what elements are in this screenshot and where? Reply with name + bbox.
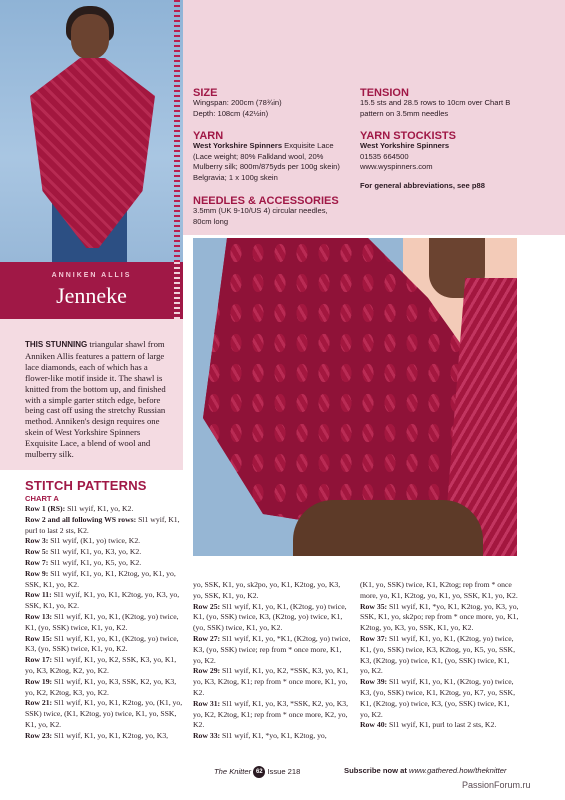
row-instruction: Row 40: Sl1 wyif, K1, purl to last 2 sts, K2. bbox=[360, 720, 497, 730]
row-instruction: Row 39: Sl1 wyif, K1, yo, K1, (K2tog, yo) twice, K3, (yo, SSK) twice, K1, K2tog, yo, K7, yo, SSK, K1, (K2tog, yo) twice, K3, (yo, SSK) twice, K1, yo, K2. bbox=[360, 677, 516, 719]
stockist-phone: 01535 664500 bbox=[360, 151, 409, 161]
row-instruction: Row 17: Sl1 wyif, K1, yo, K2, SSK, K3, yo, K1, yo, K3, K2tog, K2, yo, K2. bbox=[25, 655, 177, 675]
row-instruction: Row 13: Sl1 wyif, K1, yo, K1, (K2tog, yo) twice, K1, (yo, SSK) twice, K1, yo, K2. bbox=[25, 611, 179, 632]
chart-a-column-1 bbox=[25, 504, 187, 742]
subscribe-lead: Subscribe now at bbox=[344, 766, 407, 775]
shawl-closeup-photo bbox=[193, 238, 517, 556]
chart-a-heading: CHART A bbox=[25, 494, 59, 503]
needles-line: 80cm long bbox=[193, 216, 229, 226]
model-face bbox=[71, 14, 109, 60]
decorative-ticks bbox=[174, 0, 180, 262]
stockist-name: West Yorkshire Spinners bbox=[360, 141, 450, 151]
needles-section bbox=[193, 196, 358, 227]
size-line: Wingspan: 200cm (78¾in) bbox=[193, 98, 282, 108]
row-instruction: Row 29: Sl1 wyif, K1, yo, K2, *SSK, K3, yo, K1, yo, K3, K2tog, K1; rep from * once more, K1, yo, K2. bbox=[193, 666, 349, 697]
size-section bbox=[193, 88, 358, 119]
pattern-title: Jenneke bbox=[56, 283, 127, 308]
row-instruction: Row 15: Sl1 wyif, K1, yo, K1, (K2tog, yo) twice, K3, (yo, SSK) twice, K1, yo, K2. bbox=[25, 633, 179, 654]
yarn-heading: YARN bbox=[193, 130, 224, 142]
row-instruction: Row 33: Sl1 wyif, K1, *yo, K1, K2tog, yo, bbox=[193, 731, 327, 741]
yarn-section bbox=[193, 131, 358, 183]
yarn-name: Exquisite Lace bbox=[282, 141, 334, 151]
stitch-patterns-heading: STITCH PATTERNS bbox=[25, 478, 147, 493]
designer-name: ANNIKEN ALLIS bbox=[51, 272, 132, 279]
watermark: PassionForum.ru bbox=[462, 780, 531, 790]
size-line: Depth: 108cm (42½in) bbox=[193, 108, 269, 118]
row-instruction: Row 37: Sl1 wyif, K1, yo, K1, (K2tog, yo) twice, K1, (yo, SSK) twice, K3, K2tog, yo, K5, yo, SSK, K3, (K2tog, yo) twice, K1, (yo, SSK) twice, K1, yo, K2. bbox=[360, 633, 516, 676]
row-instruction: Row 21: Sl1 wyif, K1, yo, K1, K2tog, yo, (K1, yo, SSK) twice, (K1, K2tog, yo) twice, K1, yo, SSK, K1, yo, K2. bbox=[25, 698, 183, 729]
magazine-name: The Knitter bbox=[214, 767, 252, 776]
tension-section bbox=[360, 88, 560, 119]
yarn-line: Belgravia; 1 x 100g skein bbox=[193, 172, 278, 182]
intro-body: triangular shawl from Anniken Allis features a pattern of large lace diamonds, each of which has a flower-like motif inside it. The shawl is knitted from the bottom up, and finished with a simple garter stitch edge, before being cast off using the stretchy Russian method. Anniken's design requires one skein of West Yorkshire Spinners Exquisite Lace, a blend of wool and mulberry silk. bbox=[25, 339, 166, 460]
model-photo bbox=[0, 0, 183, 262]
tension-line: pattern on 3.5mm needles bbox=[360, 108, 449, 118]
row-instruction: Row 35: Sl1 wyif, K1, *yo, K1, K2tog, yo, K3, yo, SSK, K1, yo, sk2po; rep from * once more, yo, K1, K2tog, yo, K3, yo, SSK, K1, yo, K2. bbox=[360, 601, 519, 633]
page-footer-left bbox=[214, 766, 300, 778]
issue-number: Issue 218 bbox=[267, 767, 301, 776]
row-instruction: Row 5: Sl1 wyif, K1, yo, K3, yo, K2. bbox=[25, 547, 142, 557]
needles-line: 3.5mm (UK 9-10/US 4) circular needles, bbox=[193, 206, 328, 216]
stockists-section bbox=[360, 131, 560, 191]
yarn-line: (Lace weight; 80% Falkland wool, 20% bbox=[193, 151, 324, 161]
stockists-heading: YARN STOCKISTS bbox=[360, 130, 456, 142]
abbreviations-note: For general abbreviations, see p88 bbox=[360, 180, 485, 190]
tension-heading: TENSION bbox=[360, 87, 409, 99]
stockist-web[interactable]: www.wyspinners.com bbox=[360, 162, 433, 172]
row-instruction: Row 2 and all following WS rows: Sl1 wyif, K1, purl to last 2 sts, K2. bbox=[25, 514, 180, 535]
subscribe-link[interactable]: www.gathered.how/theknitter bbox=[406, 766, 507, 775]
intro-lead: THIS STUNNING bbox=[25, 340, 88, 349]
row-instruction: Row 7: Sl1 wyif, K1, yo, K5, yo, K2. bbox=[25, 557, 142, 567]
intro-text bbox=[0, 319, 183, 470]
row-instruction: (K1, yo, SSK) twice, K1, K2tog; rep from * once more, yo, K1, K2tog, yo, K1, yo, SSK, K1, yo, K2. bbox=[360, 580, 518, 600]
page-footer-right bbox=[344, 766, 507, 775]
shawl-image bbox=[30, 58, 155, 248]
tension-line: 15.5 sts and 28.5 rows to 10cm over Chart B bbox=[360, 98, 511, 108]
row-instruction: Row 19: Sl1 wyif, K1, yo, K3, SSK, K2, yo, K3, yo, K2, K2tog, K3, yo, K2. bbox=[25, 676, 177, 697]
chart-a-column-3 bbox=[360, 580, 520, 731]
row-instruction: Row 25: Sl1 wyif, K1, yo, K1, (K2tog, yo) twice, K1, (yo, SSK) twice, K3, (K2tog, yo) twice, K1, (yo, SSK) twice, K1, yo, K2. bbox=[193, 601, 347, 633]
row-instruction: Row 1 (RS): Sl1 wyif, K1, yo, K2. bbox=[25, 504, 134, 513]
arm bbox=[293, 500, 483, 556]
row-instruction: Row 3: Sl1 wyif, (K1, yo) twice, K2. bbox=[25, 536, 141, 546]
size-heading: SIZE bbox=[193, 87, 218, 99]
row-instruction: Row 23: Sl1 wyif, K1, yo, K1, K2tog, yo, K3, bbox=[25, 730, 169, 740]
yarn-line: Mulberry silk; 800m/875yds per 100g skein) bbox=[193, 162, 340, 172]
row-instruction: yo, SSK, K1, yo, sk2po, yo, K1, K2tog, yo, K3, yo, SSK, K1, yo, K2. bbox=[193, 580, 341, 600]
row-instruction: Row 27: Sl1 wyif, K1, yo, *K1, (K2tog, yo) twice, K3, (yo, SSK) twice; rep from * once more, K1, yo, K2. bbox=[193, 633, 351, 665]
page-number: 62 bbox=[253, 766, 265, 778]
row-instruction: Row 9: Sl1 wyif, K1, yo, K1, K2tog, yo, K1, yo, SSK, K1, yo, K2. bbox=[25, 568, 176, 589]
yarn-brand: West Yorkshire Spinners bbox=[193, 141, 283, 151]
row-instruction: Row 31: Sl1 wyif, K1, yo, K3, *SSK, K2, yo, K3, yo, K2, K2tog, K1; rep from * once more, K2, yo, K2. bbox=[193, 698, 349, 730]
chart-a-column-2 bbox=[193, 580, 351, 742]
row-instruction: Row 11: Sl1 wyif, K1, yo, K1, K2tog, yo, K3, yo, SSK, K1, yo, K2. bbox=[25, 590, 180, 611]
needles-heading: NEEDLES & ACCESSORIES bbox=[193, 195, 339, 207]
